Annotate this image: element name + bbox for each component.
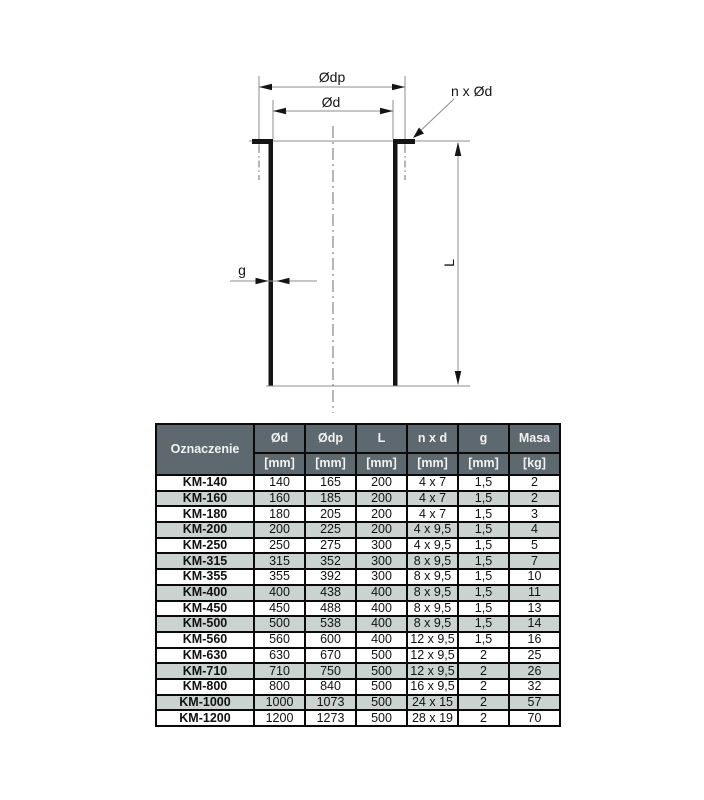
cell-g: 1,5 [458, 632, 509, 648]
cell-nxd: 8 x 9,5 [407, 616, 458, 632]
cell-od: 500 [254, 616, 305, 632]
row-designation: KM-315 [156, 553, 254, 569]
spec-table [155, 423, 561, 727]
cell-odp: 392 [305, 569, 356, 585]
cell-l: 400 [356, 632, 407, 648]
cell-g: 1,5 [458, 585, 509, 601]
cell-nxd: 16 x 9,5 [407, 679, 458, 695]
table-row [156, 569, 560, 585]
length-label: L [441, 259, 457, 267]
row-designation: KM-630 [156, 648, 254, 664]
cell-l: 500 [356, 648, 407, 664]
cell-odp: 352 [305, 553, 356, 569]
row-designation: KM-1000 [156, 695, 254, 711]
table-row [156, 632, 560, 648]
cell-odp: 1273 [305, 710, 356, 726]
cell-g: 1,5 [458, 553, 509, 569]
cell-masa: 5 [509, 538, 560, 554]
row-designation: KM-500 [156, 616, 254, 632]
column-header-l: L [356, 424, 407, 453]
cell-nxd: 28 x 19 [407, 710, 458, 726]
cell-g: 1,5 [458, 538, 509, 554]
cell-od: 560 [254, 632, 305, 648]
cell-nxd: 4 x 9,5 [407, 538, 458, 554]
cell-g: 2 [458, 695, 509, 711]
cell-nxd: 8 x 9,5 [407, 553, 458, 569]
cell-g: 1,5 [458, 491, 509, 507]
table-row [156, 616, 560, 632]
cell-odp: 750 [305, 663, 356, 679]
row-designation: KM-250 [156, 538, 254, 554]
column-header-masa: Masa [509, 424, 560, 453]
cell-od: 355 [254, 569, 305, 585]
column-unit-odp: [mm] [305, 453, 356, 475]
cell-nxd: 4 x 7 [407, 475, 458, 491]
table-row [156, 491, 560, 507]
table-row [156, 679, 560, 695]
cell-odp: 488 [305, 601, 356, 617]
cell-l: 400 [356, 585, 407, 601]
cell-od: 200 [254, 522, 305, 538]
cell-masa: 14 [509, 616, 560, 632]
wall-left [269, 139, 274, 386]
cell-l: 400 [356, 616, 407, 632]
row-designation: KM-710 [156, 663, 254, 679]
cell-nxd: 24 x 15 [407, 695, 458, 711]
cell-od: 800 [254, 679, 305, 695]
cell-masa: 16 [509, 632, 560, 648]
arrowhead-right-icon [380, 108, 393, 115]
cell-od: 400 [254, 585, 305, 601]
holes-label: n x Ød [451, 83, 493, 99]
column-header-odp: Ødp [305, 424, 356, 453]
cell-g: 1,5 [458, 506, 509, 522]
cell-masa: 25 [509, 648, 560, 664]
cell-l: 200 [356, 522, 407, 538]
row-designation: KM-140 [156, 475, 254, 491]
column-unit-od: [mm] [254, 453, 305, 475]
wall-right [393, 139, 398, 386]
cell-l: 200 [356, 475, 407, 491]
spec-table-container [155, 423, 561, 727]
cell-nxd: 4 x 7 [407, 491, 458, 507]
row-designation: KM-800 [156, 679, 254, 695]
cell-l: 200 [356, 491, 407, 507]
cell-odp: 185 [305, 491, 356, 507]
cell-g: 2 [458, 679, 509, 695]
cell-g: 2 [458, 663, 509, 679]
arrowhead-left-icon [259, 84, 272, 91]
cell-od: 630 [254, 648, 305, 664]
cell-nxd: 4 x 9,5 [407, 522, 458, 538]
cell-odp: 438 [305, 585, 356, 601]
cell-masa: 7 [509, 553, 560, 569]
cell-nxd: 12 x 9,5 [407, 648, 458, 664]
cell-od: 710 [254, 663, 305, 679]
holes-leader-line [417, 99, 454, 134]
cell-l: 400 [356, 601, 407, 617]
cell-nxd: 8 x 9,5 [407, 585, 458, 601]
cell-od: 250 [254, 538, 305, 554]
cell-l: 300 [356, 538, 407, 554]
column-unit-l: [mm] [356, 453, 407, 475]
row-designation: KM-180 [156, 506, 254, 522]
cell-od: 1000 [254, 695, 305, 711]
table-row [156, 522, 560, 538]
cell-masa: 11 [509, 585, 560, 601]
cell-od: 1200 [254, 710, 305, 726]
arrowhead-down-icon [455, 371, 462, 385]
cell-od: 450 [254, 601, 305, 617]
cell-odp: 1073 [305, 695, 356, 711]
table-row [156, 663, 560, 679]
cell-g: 1,5 [458, 569, 509, 585]
column-unit-g: [mm] [458, 453, 509, 475]
cell-g: 1,5 [458, 522, 509, 538]
column-header-g: g [458, 424, 509, 453]
cell-masa: 32 [509, 679, 560, 695]
row-designation: KM-400 [156, 585, 254, 601]
cell-l: 500 [356, 710, 407, 726]
cell-masa: 10 [509, 569, 560, 585]
row-designation: KM-1200 [156, 710, 254, 726]
cell-odp: 670 [305, 648, 356, 664]
cell-l: 500 [356, 663, 407, 679]
cell-odp: 225 [305, 522, 356, 538]
row-designation: KM-160 [156, 491, 254, 507]
table-row [156, 585, 560, 601]
arrowhead-left-icon [277, 278, 290, 285]
column-header-designation: Oznaczenie [156, 424, 254, 475]
cell-masa: 3 [509, 506, 560, 522]
spec-table-body [156, 475, 560, 726]
cell-nxd: 4 x 7 [407, 506, 458, 522]
wall-thickness-label: g [238, 262, 246, 278]
odp-dimension-label: Ødp [318, 69, 346, 85]
cell-masa: 57 [509, 695, 560, 711]
row-designation: KM-200 [156, 522, 254, 538]
cell-l: 200 [356, 506, 407, 522]
column-unit-nxd: [mm] [407, 453, 458, 475]
table-row [156, 648, 560, 664]
cell-g: 1,5 [458, 616, 509, 632]
table-row [156, 695, 560, 711]
cell-g: 1,5 [458, 475, 509, 491]
cell-l: 500 [356, 695, 407, 711]
cell-masa: 4 [509, 522, 560, 538]
cell-g: 2 [458, 648, 509, 664]
cell-l: 500 [356, 679, 407, 695]
cell-odp: 165 [305, 475, 356, 491]
cell-l: 300 [356, 553, 407, 569]
cell-masa: 70 [509, 710, 560, 726]
cell-nxd: 8 x 9,5 [407, 569, 458, 585]
table-row [156, 601, 560, 617]
row-designation: KM-560 [156, 632, 254, 648]
column-unit-masa: [kg] [509, 453, 560, 475]
cell-nxd: 12 x 9,5 [407, 663, 458, 679]
cell-nxd: 12 x 9,5 [407, 632, 458, 648]
row-designation: KM-450 [156, 601, 254, 617]
row-designation: KM-355 [156, 569, 254, 585]
cell-od: 315 [254, 553, 305, 569]
cell-od: 160 [254, 491, 305, 507]
od-dimension-label: Ød [321, 94, 341, 110]
cell-odp: 205 [305, 506, 356, 522]
cell-nxd: 8 x 9,5 [407, 601, 458, 617]
table-row [156, 553, 560, 569]
cell-masa: 2 [509, 475, 560, 491]
cell-od: 140 [254, 475, 305, 491]
cell-odp: 538 [305, 616, 356, 632]
cell-g: 2 [458, 710, 509, 726]
arrowhead-left-icon [273, 108, 286, 115]
cell-l: 300 [356, 569, 407, 585]
arrowhead-up-icon [455, 142, 462, 156]
arrowhead-right-icon [256, 278, 269, 285]
cell-od: 180 [254, 506, 305, 522]
column-header-od: Ød [254, 424, 305, 453]
cell-odp: 600 [305, 632, 356, 648]
cell-odp: 275 [305, 538, 356, 554]
table-row [156, 538, 560, 554]
table-row [156, 506, 560, 522]
cell-masa: 26 [509, 663, 560, 679]
cell-g: 1,5 [458, 601, 509, 617]
column-header-nxd: n x d [407, 424, 458, 453]
table-row [156, 475, 560, 491]
cell-odp: 840 [305, 679, 356, 695]
cell-masa: 2 [509, 491, 560, 507]
cell-masa: 13 [509, 601, 560, 617]
table-row [156, 710, 560, 726]
arrowhead-right-icon [392, 84, 405, 91]
